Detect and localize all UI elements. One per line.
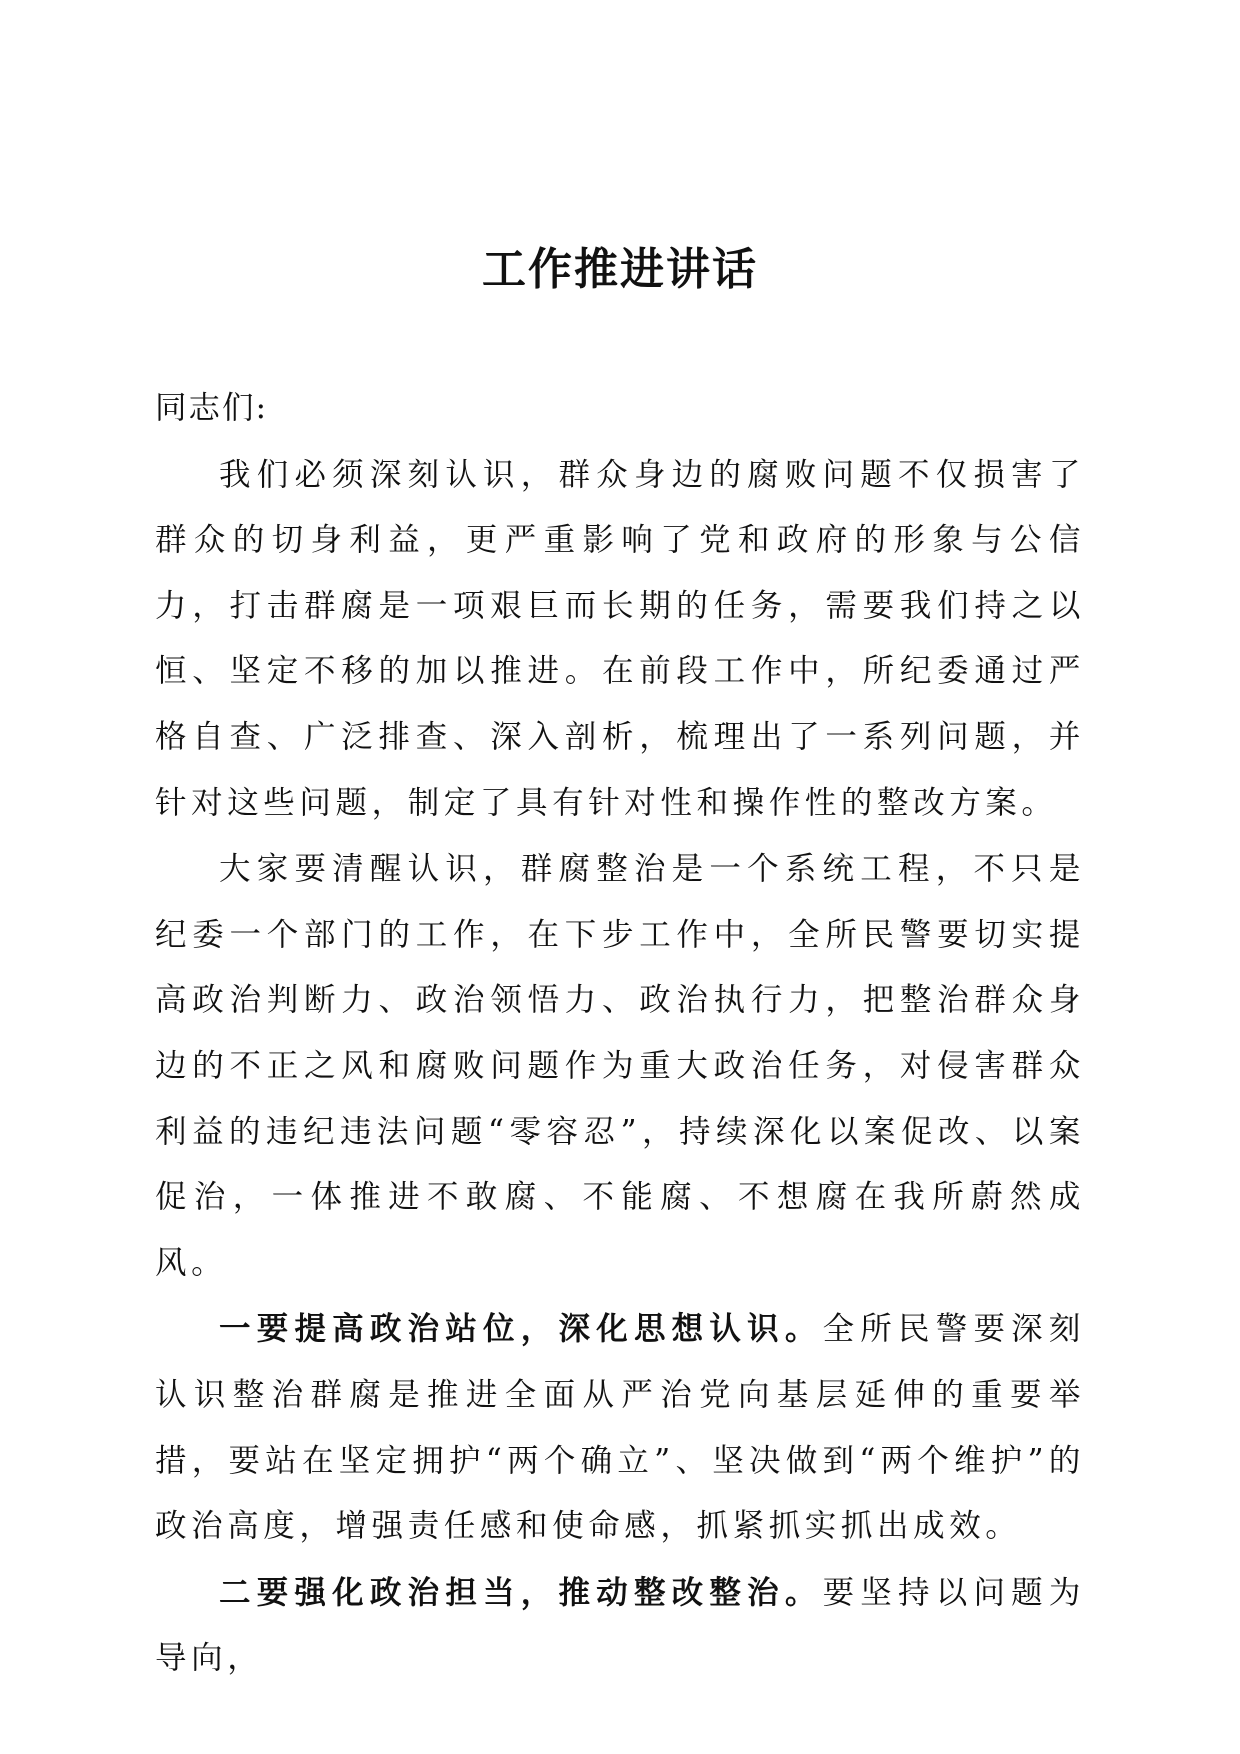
- salutation: 同志们:: [155, 390, 269, 426]
- document-body: [155, 376, 1085, 1692]
- document-title: 工作推进讲话: [482, 244, 758, 295]
- paragraph-3: [155, 1296, 1085, 1559]
- paragraph-text: 大家要清醒认识，群腐整治是一个系统工程，不只是纪委一个部门的工作，在下步工作中，全所民警要切实提高政治判断力、政治领悟力、政治执行力，把整治群众身边的不正之风和腐败问题作为重大政治任务，对侵害群众利益的违纪违法问题“零容忍”，持续深化以案促改、以案促治，一体推进不敢腐、不能腐、不想腐在我所蔚然成风。: [155, 851, 1085, 1281]
- paragraph-2: [155, 836, 1085, 1296]
- paragraph-text: 我们必须深刻认识，群众身边的腐败问题不仅损害了群众的切身利益，更严重影响了党和政府的形象与公信力，打击群腐是一项艰巨而长期的任务，需要我们持之以恒、坚定不移的加以推进。在前段工作中，所纪委通过严格自查、广泛排查、深入剖析，梳理出了一系列问题，并针对这些问题，制定了具有针对性和操作性的整改方案。: [155, 456, 1085, 821]
- paragraph-text: 要坚持以问题为导向，: [155, 1574, 1085, 1677]
- paragraph-lead: 二要强化政治担当，推动整改整治。: [219, 1573, 823, 1611]
- paragraph-text: 全所民警要深刻认识整治群腐是推进全面从严治党向基层延伸的重要举措，要站在坚定拥护“两个确立”、坚决做到“两个维护”的政治高度，增强责任感和使命感，抓紧抓实抓出成效。: [155, 1311, 1085, 1545]
- paragraph-lead: 一要提高政治站位，深化思想认识。: [219, 1310, 823, 1348]
- paragraph-4: [155, 1560, 1085, 1692]
- paragraph-1: [155, 442, 1085, 837]
